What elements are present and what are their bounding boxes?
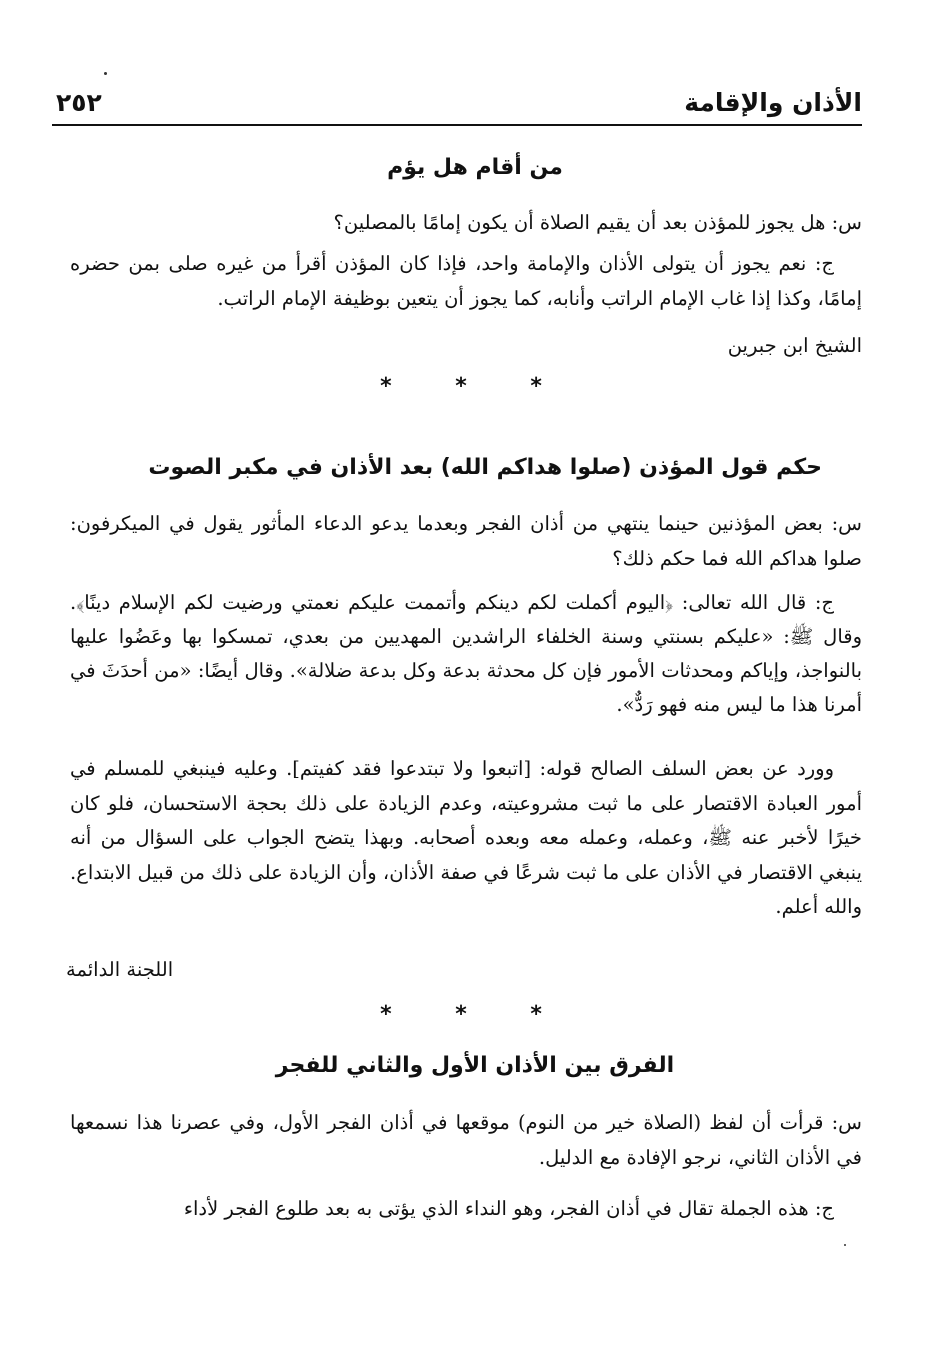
scan-speck (104, 72, 107, 75)
answer-2: ج: قال الله تعالى: ﴿اليوم أكملت لكم دينكم وأتممت عليكم نعمتي ورضيت لكم الإسلام دينًا﴾. وقال ﷺ: «عليكم بسنتي وسنة الخلفاء الراشدين المهديين من بعدي، تمسكوا بها وعَضُوا عليها بالنواجذ، وإياكم ومحدثات الأمور فإن كل محدثة بدعة وكل بدعة ضلالة». وقال أيضًا: «من أحدَثَ في أمرنا هذا ما ليس منه فهو رَدٌّ». (70, 591, 862, 716)
answer-3: ج: هذه الجملة تقال في أذان الفجر، وهو النداء الذي يؤتى به بعد طلوع الفجر لأداء (183, 1197, 834, 1220)
answer-1: ج: نعم يجوز أن يتولى الأذان والإمامة واحد، فإذا كان المؤذن أقرأ من غيره صلى بمن حضره إمامًا، وكذا إذا غاب الإمام الراتب وأنابه، كما يجوز أن يتعين بوظيفة الإمام الراتب. (70, 252, 862, 310)
separator-2: * * * (380, 1002, 570, 1027)
question-3: س: قرأت أن لفظ (الصلاة خير من النوم) موقعها في أذان الفجر الأول، وفي عصرنا هذا نسمعها في الأذان الثاني، نرجو الإفادة مع الدليل. (70, 1111, 862, 1169)
separator-1: * * * (380, 374, 570, 399)
section-heading-1: من أقام هل يؤم (387, 155, 563, 180)
section-heading-2: حكم قول المؤذن (صلوا هداكم الله) بعد الأذان في مكبر الصوت (148, 455, 822, 480)
signature-2: اللجنة الدائمة (66, 958, 174, 981)
page-header (52, 86, 862, 126)
signature-1: الشيخ ابن جبرين (727, 334, 862, 357)
page-number: ٢٥٢ (56, 88, 102, 117)
question-2: س: بعض المؤذنين حينما ينتهي من أذان الفجر وبعدما يدعو الدعاء المأثور يقول في الميكرفون: صلوا هداكم الله فما حكم ذلك؟ (70, 512, 862, 570)
running-title: الأذان والإقامة (684, 88, 862, 117)
question-1: س: هل يجوز للمؤذن بعد أن يقيم الصلاة أن يكون إمامًا بالمصلين؟ (333, 211, 862, 234)
section-heading-3: الفرق بين الأذان الأول والثاني للفجر (275, 1053, 675, 1078)
continuation-2: وورد عن بعض السلف الصالح قوله: [اتبعوا ولا تبتدعوا فقد كفيتم]. وعليه فينبغي للمسلم في أمور العبادة الاقتصار على ما ثبت مشروعيته، وعدم الزيادة على ذلك بحجة الاستحسان، فلو كان خيرًا لأخبر عنه ﷺ، وعمله، وعمله معه وبعده أصحابه. وبهذا يتضح الجواب على السؤال من أنه ينبغي الاقتصار في الأذان على ما ثبت شرعًا في صفة الأذان، وأن الزيادة على ذلك من قبيل الابتداع. والله أعلم. (70, 757, 862, 918)
scan-speck (844, 1244, 846, 1246)
